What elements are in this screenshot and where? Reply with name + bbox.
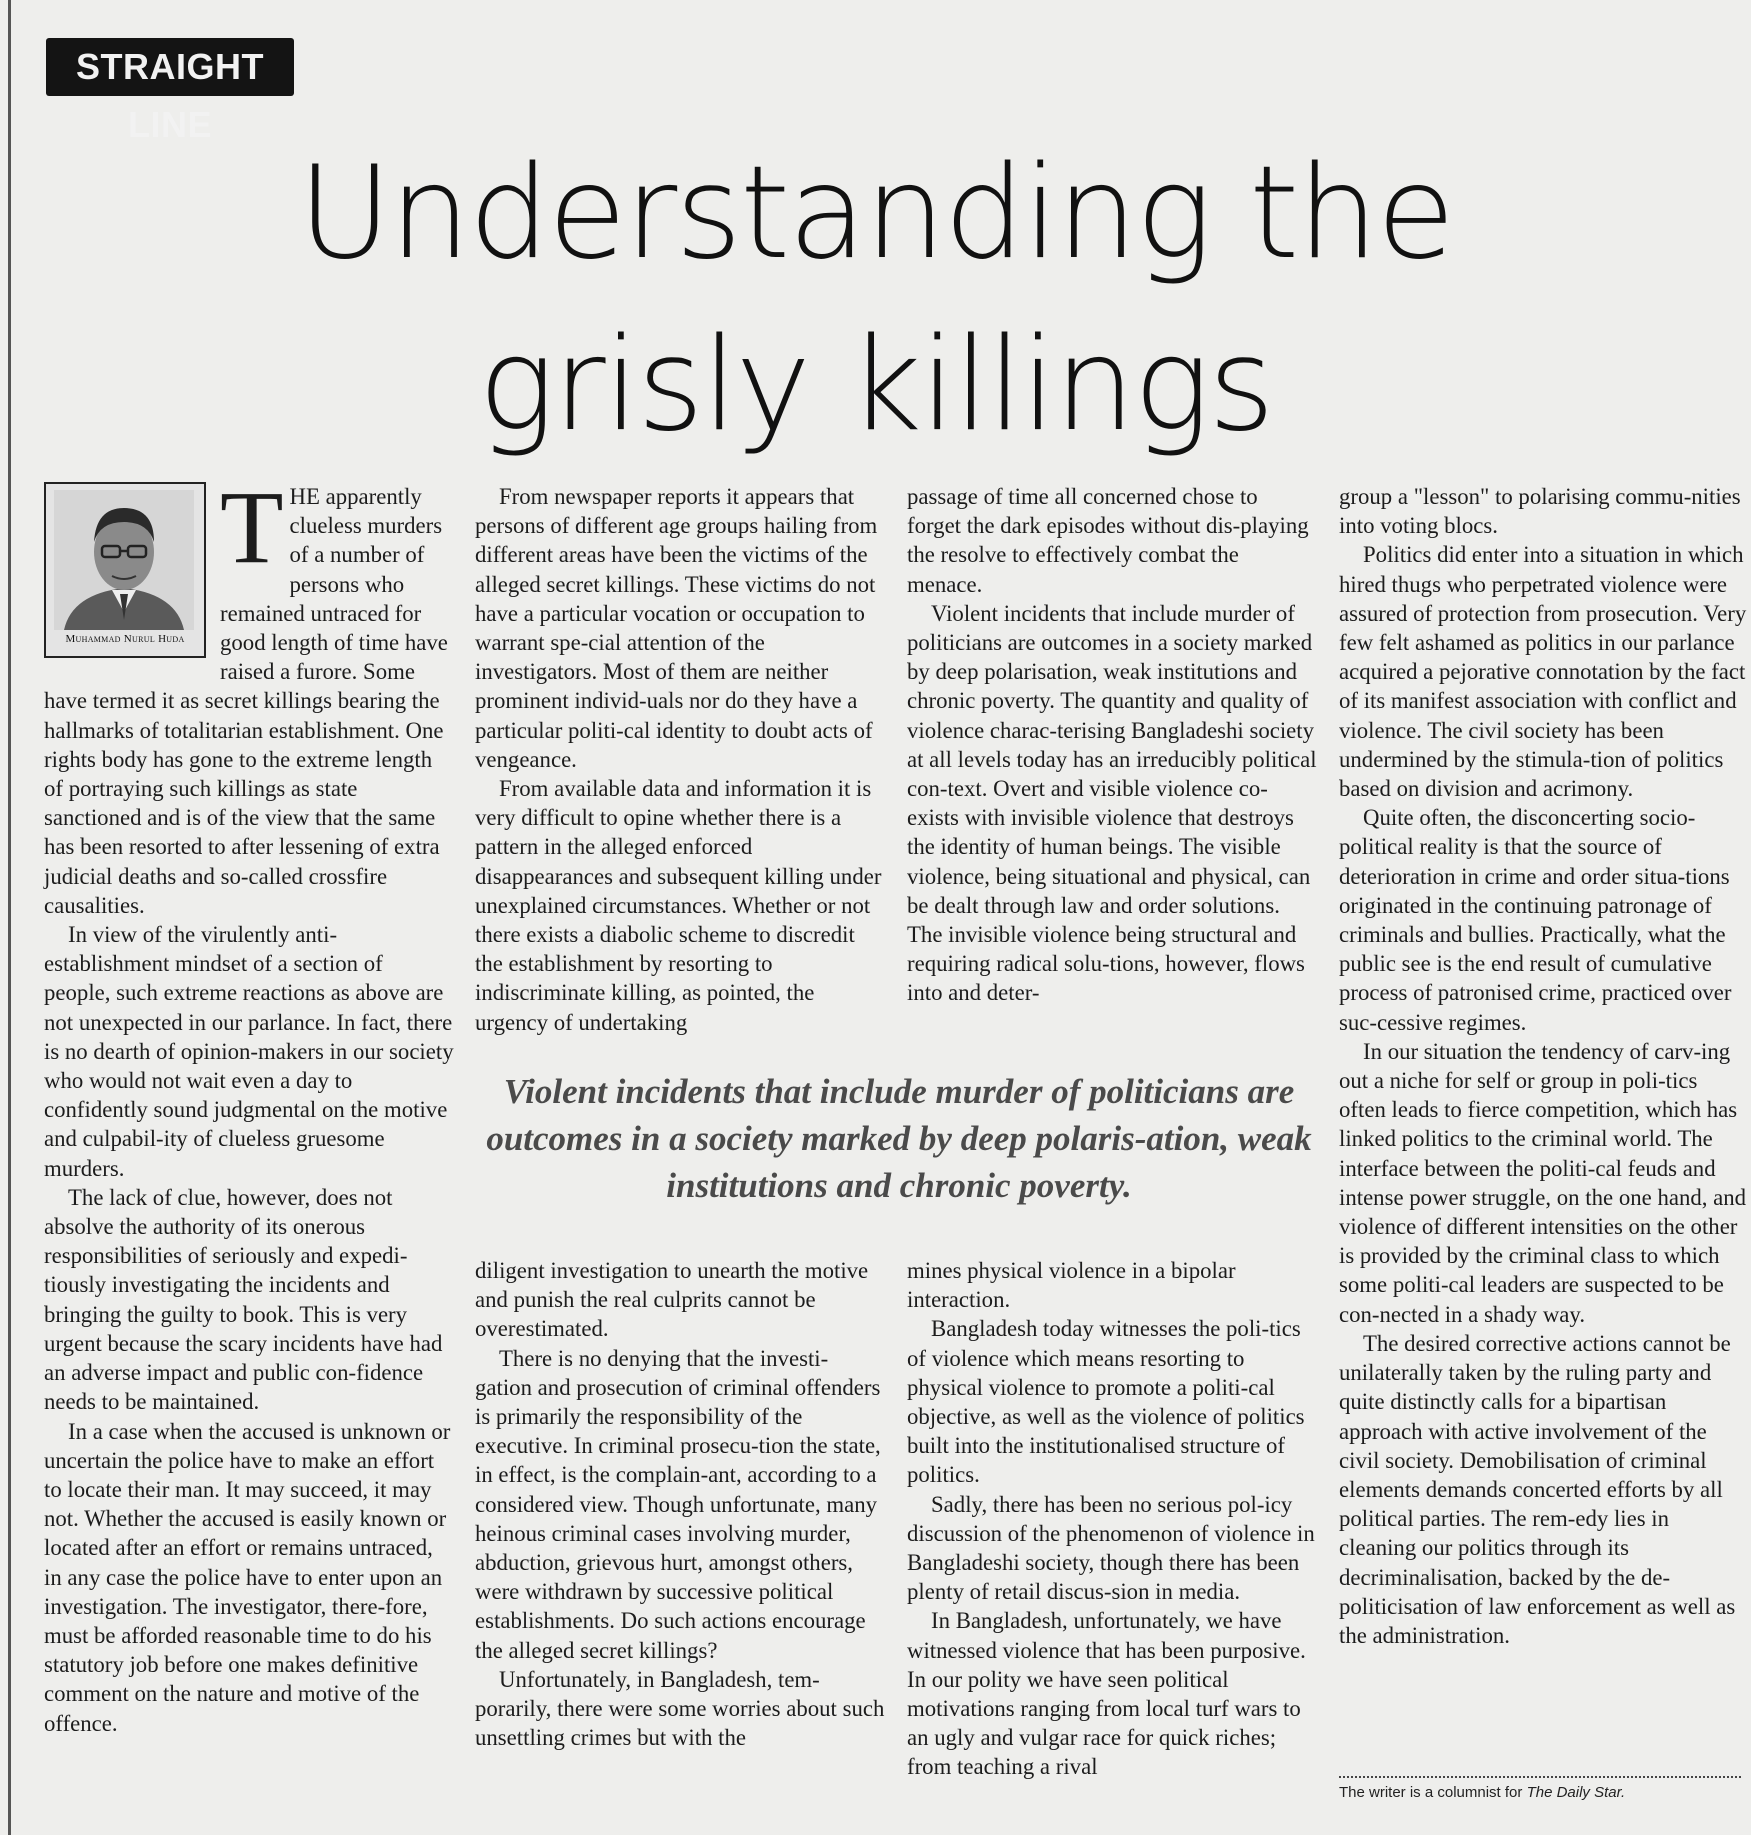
column-kicker: STRAIGHT LINE xyxy=(46,38,294,96)
pull-quote: Violent incidents that include murder of politicians are outcomes in a society marked by deep polaris-ation, weak institutions and chronic poverty. xyxy=(486,1072,1312,1205)
author-photo xyxy=(44,482,206,658)
article-column-4 xyxy=(1339,482,1749,1650)
author-portrait-icon xyxy=(54,490,194,630)
author-byline: Muhammad Nurul Huda xyxy=(65,632,185,645)
paragraph: THE apparently clueless murders of a number of persons who remained untraced for good length of time have raised a furore. Some have termed it as secret killings bearing the hallmarks of totalitarian establishment. One rights body has gone to the extreme length of portraying such killings as state sanctioned and is of the view that the same has been resorted to after lessening of extra judicial deaths and so-called crossfire causalities. xyxy=(44,470,448,918)
paragraph: Unfortunately, in Bangladesh, tem-porarily, there were some worries about such unsettling crimes but with the xyxy=(475,1666,885,1751)
paragraph: Quite often, the disconcerting socio-political reality is that the source of deterioration in crime and order situa-tions originated in the continuing patronage of criminals and bullies. Practically, what the public see is the end result of cumulative process of patronised crime, practiced over suc-cessive regimes. xyxy=(1339,805,1732,1035)
footer-divider xyxy=(1339,1776,1741,1778)
paragraph: In our situation the tendency of carv-ing out a niche for self or group in poli-tics often leads to fierce competition, which has linked politics to the criminal world. The interface between the politi-cal feuds and intense power struggle, on the one hand, and violence of different intensities on the other is provided by the criminal class to which some politi-cal leaders are suspected to be con-nected in a shady way. xyxy=(1339,1038,1747,1327)
paragraph: Politics did enter into a situation in which hired thugs who perpetrated violence were assured of protection from prosecution. Very few felt ashamed as politics in our parlance acquired a pejorative connotation by the fact of its manifest association with conflict and violence. The civil society has been undermined by the stimula-tion of politics based on division and acrimony. xyxy=(1339,542,1747,802)
article-column-1 xyxy=(44,470,454,1738)
paragraph: The desired corrective actions cannot be unilaterally taken by the ruling party and quite distinctly calls for a bipartisan approach with active involvement of the civil society. Demobilisation of criminal elements demands concerted efforts by all political parties. The rem-edy lies in cleaning our politics through its decriminalisation, backed by the de-politicisation of law enforcement as well as the administration. xyxy=(1339,1330,1736,1648)
article-column-2-top xyxy=(475,482,885,1037)
drop-cap: T xyxy=(220,470,284,585)
paragraph: The lack of clue, however, does not absolve the authority of its onerous responsibilities of seriously and expedi-tiously investigating the incidents and bringing the guilty to book. This is very urgent because the scary incidents have had an adverse impact and public con-fidence needs to be maintained. xyxy=(44,1184,443,1415)
paragraph: Bangladesh today witnesses the poli-tics of violence which means resorting to physical violence to promote a politi-cal objective, as well as the violence of politics built into the institutionalised structure of politics. xyxy=(907,1316,1305,1488)
paragraph: mines physical violence in a bipolar interaction. xyxy=(907,1258,1236,1313)
paragraph: There is no denying that the investi-gation and prosecution of criminal offenders is primarily the responsibility of the executive. In criminal prosecu-tion the state, in effect, is the complain-ant, according to a considered view. Though unfortunate, many heinous criminal cases involving murder, abduction, grievous hurt, amongst others, were withdrawn by successive political establishments. Do such actions encourage the alleged secret killings? xyxy=(475,1345,881,1663)
paragraph: group a "lesson" to polarising commu-nities into voting blocs. xyxy=(1339,484,1741,539)
headline xyxy=(0,128,1751,472)
author-note: The writer is a columnist for The Daily Star. xyxy=(1339,1784,1626,1801)
headline-line-2: grisly killings xyxy=(478,311,1273,460)
paragraph: From newspaper reports it appears that persons of different age groups hailing from different areas have been the victims of the alleged secret killings. These victims do not have a particular vocation or occupation to warrant spe-cial attention of the investigators. Most of them are neither prominent individ-uals nor do they have a particular politi-cal identity to doubt acts of vengeance. xyxy=(475,484,878,772)
paragraph: From available data and information it is very difficult to opine whether there is a pattern in the alleged enforced disappearances and subsequent killing under unexplained circumstances. Whether or not there exists a diabolic scheme to discredit the establishment by resorting to indiscriminate killing, as pointed, the urgency of undertaking xyxy=(475,776,882,1035)
paragraph: In a case when the accused is unknown or uncertain the police have to make an effort to locate their man. It may succeed, it may not. Whether the accused is easily known or located after an effort or remains untraced, in any case the police have to enter upon an investigation. The investigator, there-fore, must be afforded reasonable time to do his statutory job before one makes definitive comment on the nature and motive of the offence. xyxy=(44,1418,451,1736)
paragraph: Sadly, there has been no serious pol-icy discussion of the phenomenon of violence in Bangladeshi society, though there has been plenty of retail discus-sion in media. xyxy=(907,1491,1315,1605)
headline-line-1: Understanding the xyxy=(297,139,1454,288)
article-column-2-bottom xyxy=(475,1256,885,1752)
paragraph: In Bangladesh, unfortunately, we have witnessed violence that has been purposive. In our polity we have seen political motivations ranging from local turf wars to an ugly and vulgar race for quick riches; from teaching a rival xyxy=(907,1608,1306,1780)
article-column-3-bottom xyxy=(907,1256,1317,1782)
paragraph: passage of time all concerned chose to forget the dark episodes without dis-playing the resolve to effectively combat the menace. xyxy=(907,484,1309,597)
paragraph: Violent incidents that include murder of politicians are outcomes in a society marked by deep polarisation, weak institutions and chronic poverty. The quantity and quality of violence charac-terising Bangladeshi society at all levels today has an irreducibly political con-text. Overt and visible violence co-exists with invisible violence that destroys the identity of human beings. The visible violence, being situational and physical, can be dealt through law and order solutions. The invisible violence being structural and requiring radical solu-tions, however, flows into and deter- xyxy=(907,600,1317,1006)
paragraph: In view of the virulently anti-establishment mindset of a section of people, such extreme reactions as above are not unexpected in our parlance. In fact, there is no dearth of opinion-makers in our society who would not wait even a day to confidently sound judgmental on the motive and culpabil-ity of clueless gruesome murders. xyxy=(44,922,454,1181)
paragraph: diligent investigation to unearth the motive and punish the real culprits cannot be overestimated. xyxy=(475,1258,869,1342)
publication-name: The Daily Star. xyxy=(1526,1784,1626,1801)
article-column-3-top xyxy=(907,482,1317,1008)
